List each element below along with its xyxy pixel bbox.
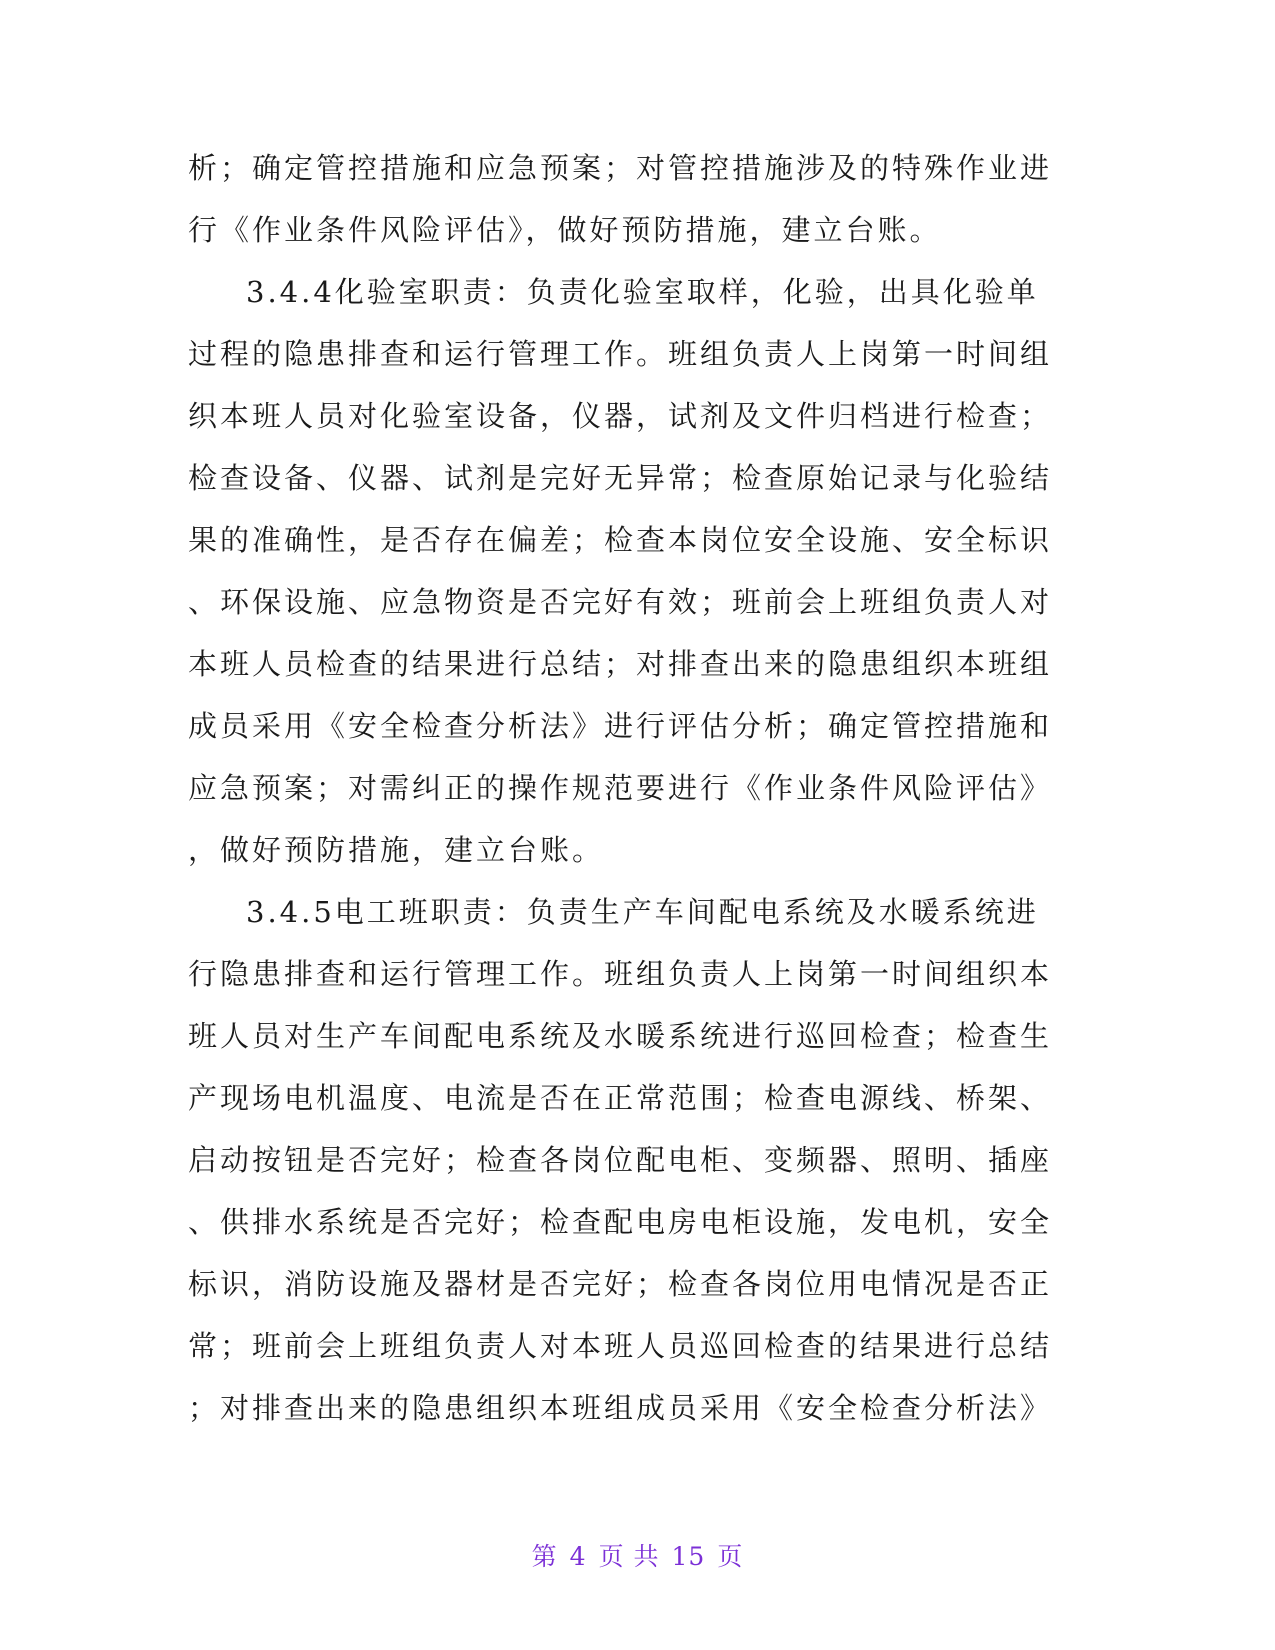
footer-current-page: 4 <box>569 1542 587 1571</box>
text-line-17: 启动按钮是否完好；检查各岗位配电柜、变频器、照明、插座 <box>188 1143 1053 1177</box>
page-number-footer <box>0 1537 1275 1573</box>
text-line-8: 、环保设施、应急物资是否完好有效；班前会上班组负责人对 <box>188 585 1053 619</box>
text-line-13-section-heading: 3.4.5电工班职责：负责生产车间配电系统及水暖系统进 <box>246 895 1039 929</box>
text-line-10: 成员采用《安全检查分析法》进行评估分析；确定管控措施和 <box>188 709 1053 743</box>
text-line-9: 本班人员检查的结果进行总结；对排查出来的隐患组织本班组 <box>188 647 1053 681</box>
text-line-7: 果的准确性，是否存在偏差；检查本岗位安全设施、安全标识 <box>188 523 1053 557</box>
text-line-3-section-heading: 3.4.4化验室职责：负责化验室取样，化验，出具化验单 <box>246 275 1039 309</box>
text-line-4: 过程的隐患排查和运行管理工作。班组负责人上岗第一时间组 <box>188 337 1053 371</box>
footer-middle: 页 共 <box>598 1542 660 1571</box>
text-line-5: 织本班人员对化验室设备，仪器，试剂及文件归档进行检查； <box>188 399 1053 433</box>
text-line-2: 行《作业条件风险评估》，做好预防措施，建立台账。 <box>188 213 942 247</box>
text-line-1: 析；确定管控措施和应急预案；对管控措施涉及的特殊作业进 <box>188 151 1053 185</box>
text-line-20: 常；班前会上班组负责人对本班人员巡回检查的结果进行总结 <box>188 1329 1053 1363</box>
text-line-6: 检查设备、仪器、试剂是完好无异常；检查原始记录与化验结 <box>188 461 1053 495</box>
text-line-19: 标识，消防设施及器材是否完好；检查各岗位用电情况是否正 <box>188 1267 1053 1301</box>
footer-total-pages: 15 <box>671 1542 706 1571</box>
footer-prefix: 第 <box>531 1542 558 1571</box>
text-line-18: 、供排水系统是否完好；检查配电房电柜设施，发电机，安全 <box>188 1205 1053 1239</box>
text-line-11: 应急预案；对需纠正的操作规范要进行《作业条件风险评估》 <box>188 771 1053 805</box>
text-line-12: ，做好预防措施，建立台账。 <box>188 833 605 867</box>
text-line-16: 产现场电机温度、电流是否在正常范围；检查电源线、桥架、 <box>188 1081 1053 1115</box>
text-line-15: 班人员对生产车间配电系统及水暖系统进行巡回检查；检查生 <box>188 1019 1053 1053</box>
text-line-14: 行隐患排查和运行管理工作。班组负责人上岗第一时间组织本 <box>188 957 1053 991</box>
text-line-21: ；对排查出来的隐患组织本班组成员采用《安全检查分析法》 <box>188 1391 1053 1425</box>
footer-suffix: 页 <box>717 1542 744 1571</box>
